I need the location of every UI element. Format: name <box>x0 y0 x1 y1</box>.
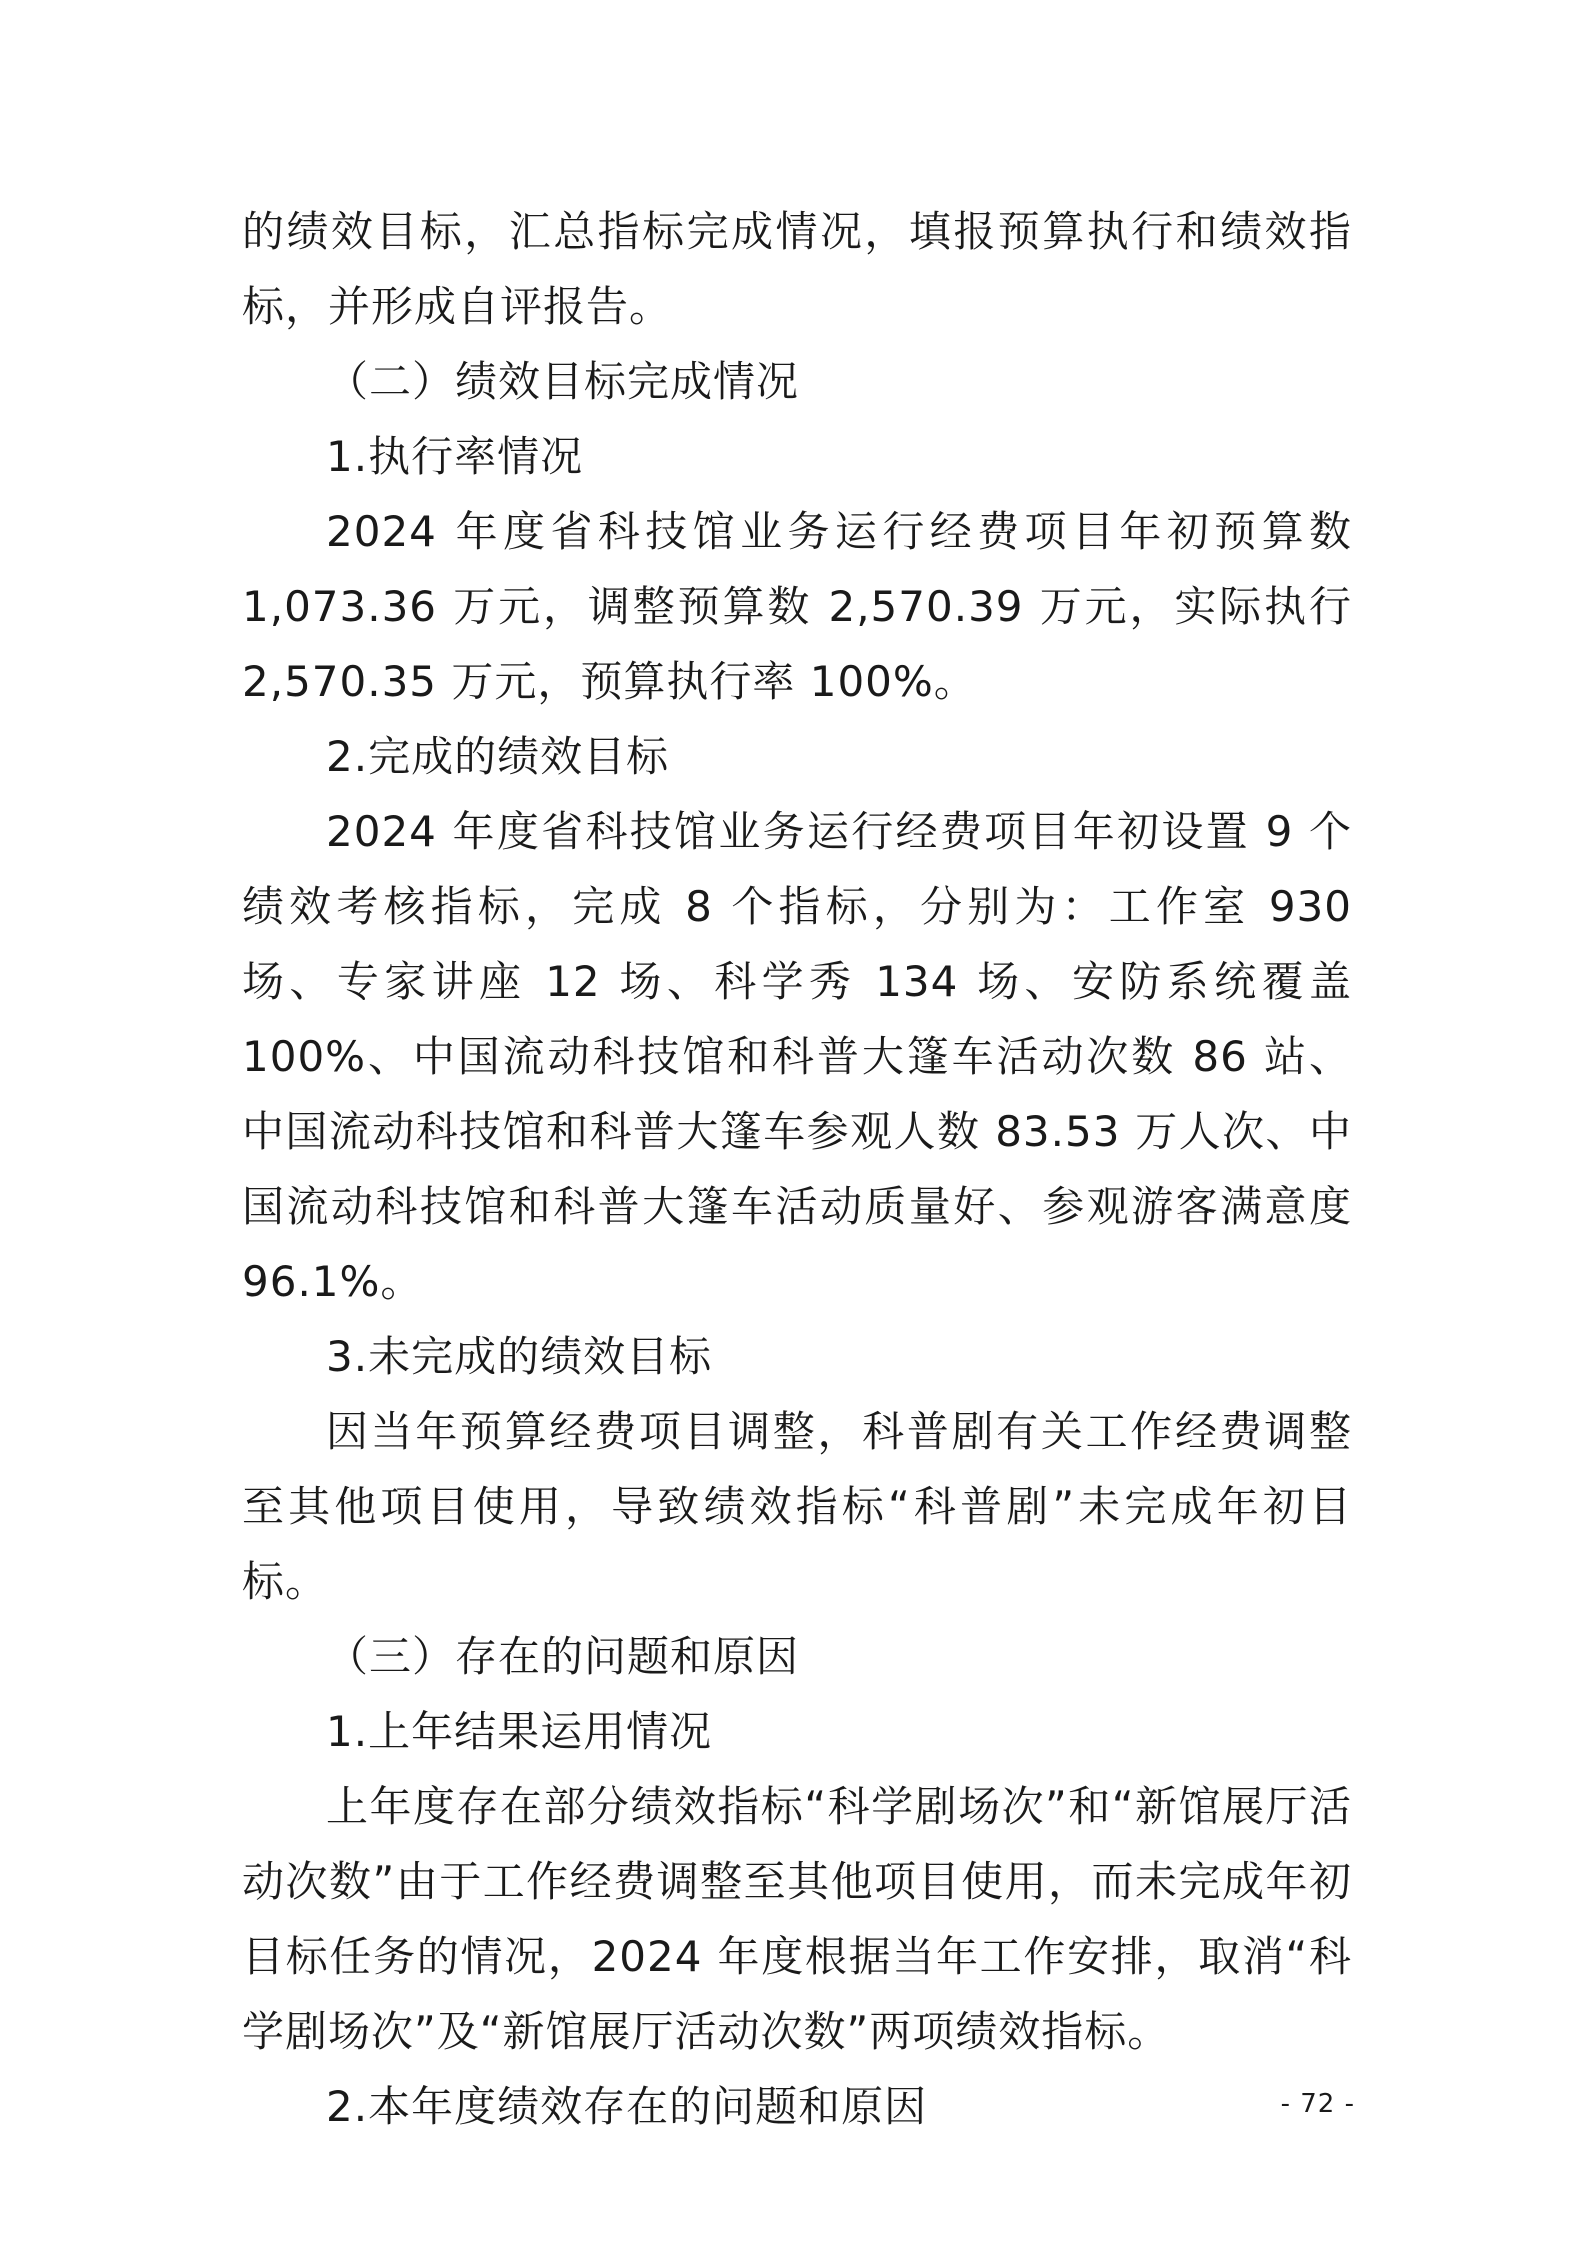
subheading-completed-goals: 2.完成的绩效目标 <box>326 732 670 781</box>
section-heading-performance-goals: （二）绩效目标完成情况 <box>326 357 800 406</box>
paragraph-uncompleted-goals: 因当年预算经费项目调整，科普剧有关工作经费调整至其他项目使用，导致绩效指标“科普剧”未完成年初目标。 <box>242 1407 1352 1606</box>
section-heading-problems-causes: （三）存在的问题和原因 <box>326 1632 800 1681</box>
paragraph-last-year-results: 上年度存在部分绩效指标“科学剧场次”和“新馆展厅活动次数”由于工作经费调整至其他项目使用，而未完成年初目标任务的情况，2024 年度根据当年工作安排，取消“科学剧场次”及“新馆展厅活动次数”两项绩效指标。 <box>242 1782 1352 2056</box>
paragraph-continuation: 的绩效目标，汇总指标完成情况，填报预算执行和绩效指标，并形成自评报告。 <box>242 207 1352 331</box>
subheading-last-year-results: 1.上年结果运用情况 <box>326 1707 713 1756</box>
subheading-execution-rate: 1.执行率情况 <box>326 432 584 481</box>
subheading-uncompleted-goals: 3.未完成的绩效目标 <box>326 1332 713 1381</box>
subheading-this-year-problems: 2.本年度绩效存在的问题和原因 <box>326 2082 928 2131</box>
body-text <box>242 194 1352 2144</box>
paragraph-completed-goals: 2024 年度省科技馆业务运行经费项目年初设置 9 个绩效考核指标，完成 8 个指标，分别为：工作室 930 场、专家讲座 12 场、科学秀 134 场、安防系统覆盖 100%、中国流动科技馆和科普大篷车活动次数 86 站、中国流动科技馆和科普大篷车参观人数 83.53 万人次、中国流动科技馆和科普大篷车活动质量好、参观游客满意度 96.1%。 <box>242 807 1352 1306</box>
page-number: - 72 - <box>1280 2089 1355 2119</box>
paragraph-execution-rate: 2024 年度省科技馆业务运行经费项目年初预算数 1,073.36 万元，调整预算数 2,570.39 万元，实际执行 2,570.35 万元，预算执行率 100%。 <box>242 507 1352 706</box>
